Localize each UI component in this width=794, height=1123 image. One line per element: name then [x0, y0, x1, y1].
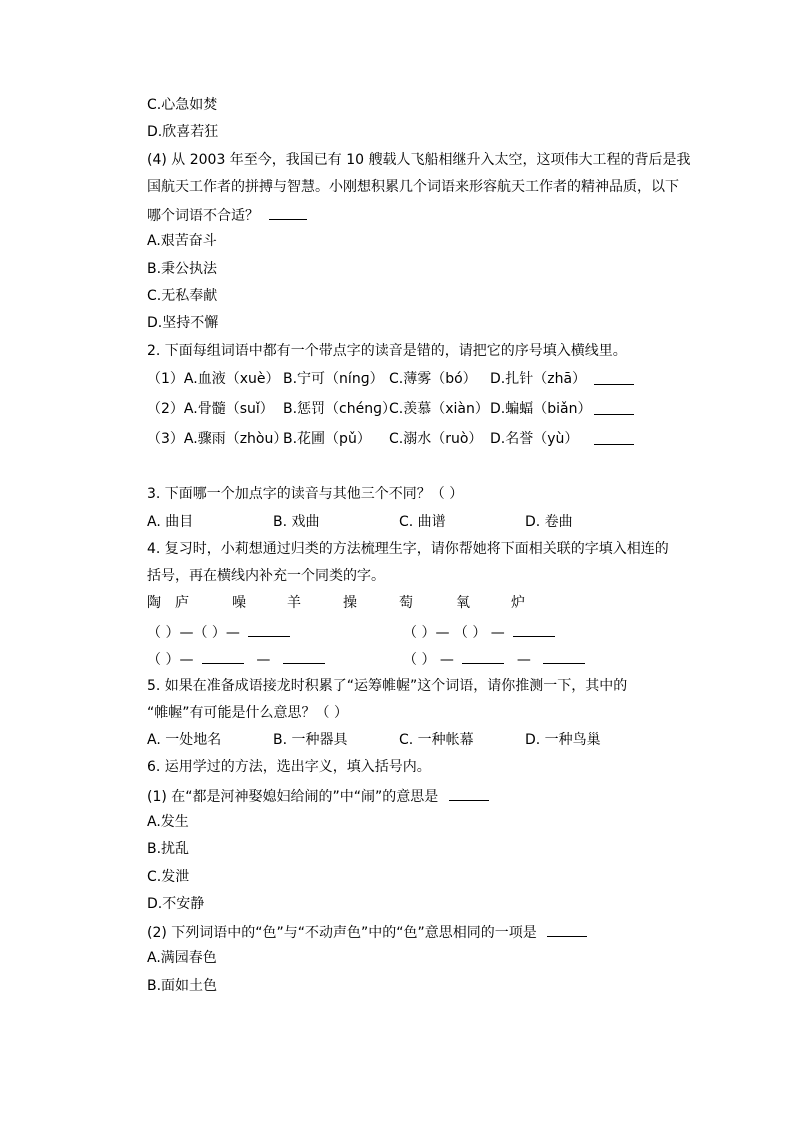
q4-fill-row2-left-brackets[interactable]: （ ）— — [147, 652, 194, 668]
q3-stem: 3. 下面哪一个加点字的读音与其他三个不同？（ ） — [147, 486, 464, 502]
q6-sub1-option-a: A.发生 — [147, 814, 189, 830]
q6-sub2-line — [147, 922, 587, 942]
q6-sub1-option-b: B.扰乱 — [147, 841, 190, 857]
q2-row2-b: B.惩罚（chénɡ） — [283, 401, 396, 417]
q2-row3-c: C.溺水（ruò） — [389, 431, 483, 447]
q2-stem: 2. 下面每组词语中都有一个带点字的读音是错的，请把它的序号填入横线里。 — [147, 343, 627, 359]
q2-row3-answer-blank[interactable] — [594, 430, 634, 445]
q6-sub1-line — [147, 786, 489, 806]
q1-4-stem-line3 — [147, 205, 307, 225]
q5-stem-line1: 5. 如果在准备成语接龙时积累了“运筹帷幄”这个词语，请你推测一下，其中的 — [147, 678, 628, 694]
q3-option-a: A. 曲目 — [147, 514, 194, 530]
q6-sub1-text: (1) 在“都是河神娶媳妇给闹的”中“闹”的意思是 — [147, 789, 439, 805]
q5-option-d: D. 一种鸟巢 — [525, 732, 601, 748]
q4-char-2: 庐 — [175, 595, 189, 611]
q1-option-d: D.欣喜若狂 — [147, 124, 219, 140]
q1-4-option-b: B.秉公执法 — [147, 261, 218, 277]
q1-4-stem-text: 哪个词语不合适？ — [147, 208, 259, 224]
q6-sub1-answer-blank[interactable] — [449, 786, 489, 801]
q4-char-8: 炉 — [511, 595, 525, 611]
q4-fill-row1-left-brackets[interactable]: （ ）—（ ）— — [147, 625, 240, 641]
q4-fill-row2-left-dash: — — [256, 652, 271, 668]
q2-row3-d: D.名誉（yù） — [490, 431, 579, 447]
q2-row2-a: （2）A.骨髓（suǐ） — [147, 401, 274, 417]
q4-fill-row2-right-blank1[interactable] — [462, 649, 504, 664]
q4-char-1: 陶 — [147, 595, 161, 611]
q4-fill-row1-right-brackets[interactable]: （ ）— （ ） — — [403, 625, 505, 641]
q2-row1-b: B.宁可（nínɡ） — [283, 371, 384, 387]
q3-option-b: B. 戏曲 — [273, 514, 320, 530]
q2-row1-answer-blank[interactable] — [594, 370, 634, 385]
q2-row1-blank-wrap — [594, 370, 634, 390]
q2-row3-b: B.花圃（pǔ） — [283, 431, 371, 447]
q4-fill-row2-right-dash: — — [516, 652, 531, 668]
q4-stem-line1: 4. 复习时，小莉想通过归类的方法梳理生字，请你帮她将下面相关联的字填入相连的 — [147, 541, 669, 557]
q4-fill-row1-right — [403, 622, 555, 642]
q1-4-option-a: A.艰苦奋斗 — [147, 233, 217, 249]
q1-4-answer-blank[interactable] — [269, 205, 307, 220]
q2-row2-d: D.蝙蝠（biǎn） — [490, 401, 592, 417]
q1-4-stem-line1: (4) 从 2003 年至今，我国已有 10 艘载人飞船相继升入太空，这项伟大工程的背后是我 — [147, 152, 691, 168]
q6-sub2-option-b: B.面如土色 — [147, 978, 218, 994]
q1-4-option-c: C.无私奉献 — [147, 288, 218, 304]
q2-row1-a: （1）A.血液（xuè） — [147, 371, 280, 387]
q2-row2-answer-blank[interactable] — [594, 400, 634, 415]
q4-char-4: 羊 — [287, 595, 301, 611]
q2-row1-c: C.薄雾（bó） — [389, 371, 477, 387]
q6-sub1-option-c: C.发泄 — [147, 869, 190, 885]
q4-fill-row1-right-blank[interactable] — [513, 622, 555, 637]
q4-fill-row2-left-blank2[interactable] — [283, 649, 325, 664]
q2-row3-a: （3）A.骤雨（zhòu） — [147, 431, 288, 447]
q3-option-c: C. 曲谱 — [399, 514, 446, 530]
q4-fill-row2-right-blank2[interactable] — [543, 649, 585, 664]
q6-sub2-text: (2) 下列词语中的“色”与“不动声色”中的“色”意思相同的一项是 — [147, 925, 537, 941]
q4-fill-row2-right-brackets[interactable]: （ ） — — [403, 652, 454, 668]
q1-option-c: C.心急如焚 — [147, 97, 218, 113]
q4-char-7: 氧 — [456, 595, 470, 611]
q4-fill-row2-left — [147, 649, 325, 669]
q4-char-3: 噪 — [232, 595, 246, 611]
q4-char-5: 操 — [343, 595, 357, 611]
q4-stem-line2: 括号，再在横线内补充一个同类的字。 — [147, 568, 385, 584]
q2-row3-blank-wrap — [594, 430, 634, 450]
q5-stem-line2: “帷幄”有可能是什么意思？（ ） — [147, 705, 348, 721]
q2-row1-d: D.扎针（zhā） — [490, 371, 587, 387]
q1-4-option-d: D.坚持不懈 — [147, 315, 219, 331]
q1-4-stem-line2: 国航天工作者的拼搏与智慧。小刚想积累几个词语来形容航天工作者的精神品质，以下 — [147, 179, 679, 195]
q3-option-d: D. 卷曲 — [525, 514, 573, 530]
q4-fill-row2-left-blank1[interactable] — [202, 649, 244, 664]
q2-row2-blank-wrap — [594, 400, 634, 420]
q4-fill-row2-right — [403, 649, 585, 669]
q4-char-6: 萄 — [399, 595, 413, 611]
q5-option-c: C. 一种帐幕 — [399, 732, 474, 748]
q5-option-b: B. 一种器具 — [273, 732, 348, 748]
q6-stem: 6. 运用学过的方法，选出字义，填入括号内。 — [147, 759, 431, 775]
q4-fill-row1-left-blank[interactable] — [248, 622, 290, 637]
q5-option-a: A. 一处地名 — [147, 732, 222, 748]
q6-sub2-answer-blank[interactable] — [547, 922, 587, 937]
q2-row2-c: C.羡慕（xiàn） — [389, 401, 489, 417]
q6-sub2-option-a: A.满园春色 — [147, 950, 217, 966]
q6-sub1-option-d: D.不安静 — [147, 896, 205, 912]
q4-fill-row1-left — [147, 622, 290, 642]
